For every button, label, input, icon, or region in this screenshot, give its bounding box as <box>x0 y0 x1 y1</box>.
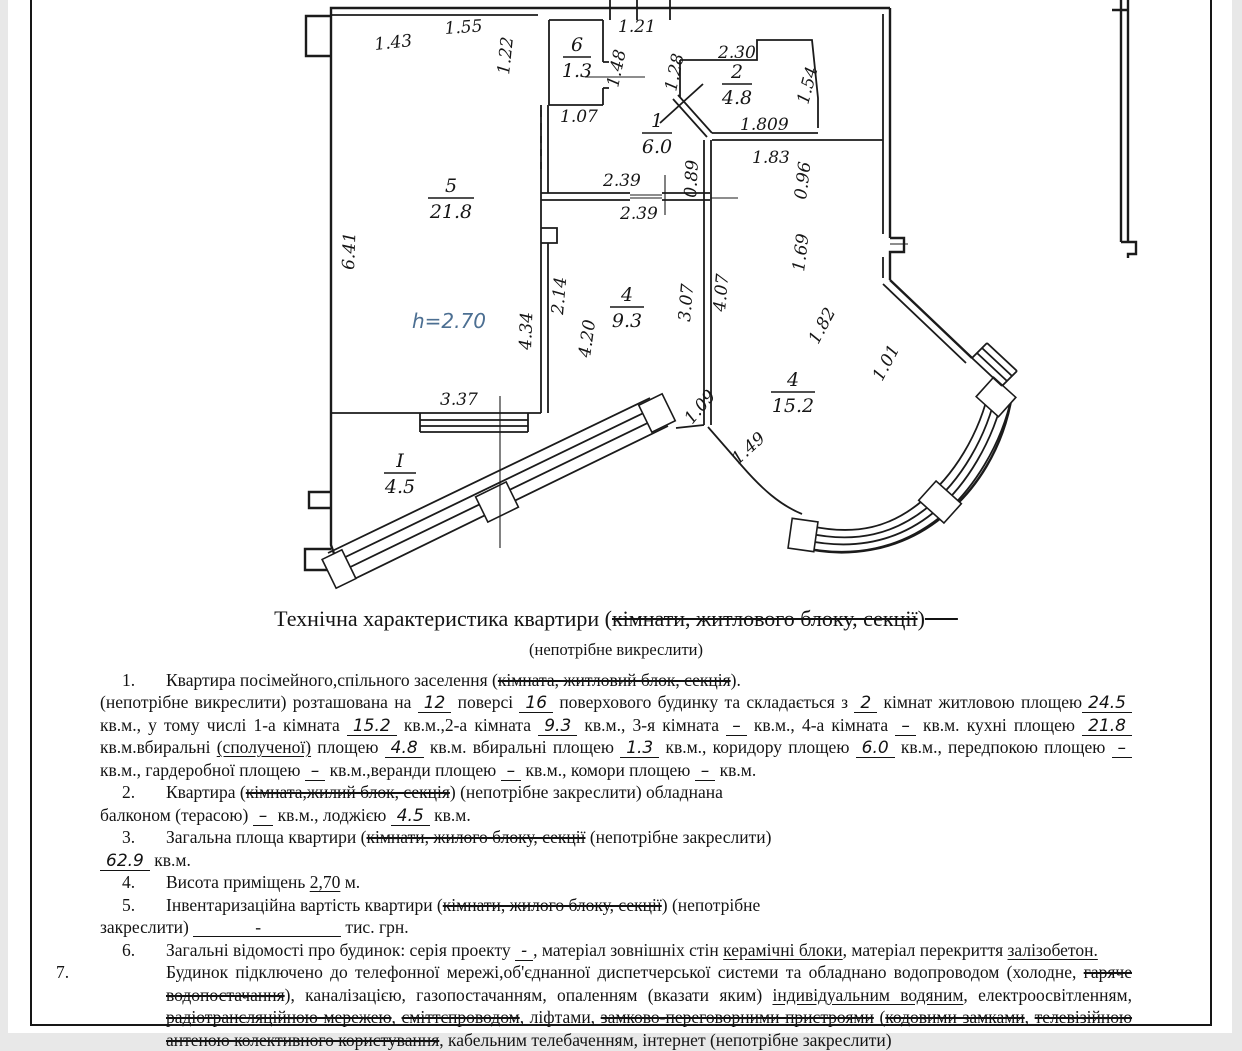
item-7 <box>56 961 1133 1051</box>
text-segment: , електроосвітленням, <box>963 984 1132 1005</box>
room-number-label: 2 <box>730 61 744 83</box>
dimension-label: 2.30 <box>718 43 756 63</box>
dimension-label: 1.07 <box>560 107 598 127</box>
dimension-label: 4.34 <box>516 311 538 351</box>
handwritten-value: 21.8 <box>1082 718 1132 736</box>
handwritten-value: – <box>726 718 747 736</box>
dimension-label: 1.55 <box>443 16 484 39</box>
text-segment: кв.м. <box>149 849 191 870</box>
text-segment: тис. грн. <box>341 917 409 937</box>
dimension-label: 6.41 <box>339 231 361 271</box>
dimension-label: 1.82 <box>804 304 841 348</box>
dimension-label: 4.20 <box>575 318 601 359</box>
struck-text: кімната,жилий блок, секція <box>245 782 450 802</box>
handwritten-value: 24.5 <box>1082 695 1132 713</box>
room-number-label: 5 <box>444 175 458 197</box>
item-3-continued <box>100 849 1132 872</box>
underlined-text: (сполученої) <box>216 737 312 757</box>
handwritten-value: – <box>695 763 716 781</box>
handwritten-value: - <box>515 943 533 961</box>
adjacent-section-wall <box>1112 0 1136 258</box>
dimension-label: 1.83 <box>752 148 790 168</box>
item-5 <box>100 894 1132 917</box>
struck-text: кімнати, жилого блоку, секції <box>442 894 662 915</box>
text-segment: Інвентаризаційна вартість квартири ( <box>166 894 443 915</box>
text-segment: поверсі <box>451 692 520 712</box>
handwritten-value: 4.5 <box>391 808 430 826</box>
text-segment: кв.м., коридору площею <box>659 737 856 757</box>
room-area-label: 1.3 <box>561 60 593 82</box>
underlined-text: керамічні блоки <box>723 939 843 960</box>
item-3 <box>100 826 1132 849</box>
text-segment: кв.м., 3-я кімната <box>577 714 727 735</box>
text-segment: кімнат житловою площею <box>877 692 1083 712</box>
item-2-continued <box>100 804 1132 827</box>
text-segment: - <box>193 919 341 937</box>
item-number: 1. <box>122 669 136 690</box>
dimension-label: 3.07 <box>675 282 699 323</box>
room-number-label: 4 <box>620 284 634 306</box>
dimension-label: 1.49 <box>727 428 770 469</box>
item-2 <box>100 781 1132 804</box>
dimension-label: 1.43 <box>373 31 414 55</box>
text-segment: кв.м.,веранди площею <box>325 759 501 780</box>
text-segment: кв.м. вбиральні площею <box>423 737 621 757</box>
text-segment: , <box>1024 1007 1035 1027</box>
item-number: 7. <box>56 962 70 982</box>
dimension-label: 4.07 <box>710 272 734 313</box>
room-area-label: 21.8 <box>429 201 473 223</box>
text-segment: м. <box>340 872 361 892</box>
handwritten-value: 4.8 <box>385 740 424 758</box>
handwritten-value: 16 <box>519 695 553 713</box>
item-number: 3. <box>122 827 136 847</box>
text-segment: Квартира ( <box>166 782 246 802</box>
text-segment: (непотрібне викреслити) розташована на <box>100 692 418 712</box>
text-segment: , <box>391 1007 402 1027</box>
room-area-label: 4.5 <box>384 476 416 498</box>
dimension-label: 1.809 <box>740 115 789 135</box>
dimension-label: 1.21 <box>618 17 656 37</box>
dimension-label: 2.39 <box>620 204 658 224</box>
room-number-label: I <box>396 450 404 472</box>
text-segment: Технічна характеристика квартири ( <box>274 606 612 631</box>
text-segment: , матеріал зовнішніх стін <box>533 939 724 960</box>
dimension-label: 0.89 <box>681 159 703 199</box>
text-segment: Будинок підключено до телефонної мережі,об'єднанної диспетчерської системи та обладнано водопроводом (холодне, <box>166 962 1084 982</box>
diagonal-wall-window <box>972 343 1017 386</box>
dimension-label: 3.37 <box>440 390 478 410</box>
text-segment: кв.м., 4-а кімната <box>746 714 896 735</box>
handwritten-value: 12 <box>418 695 452 713</box>
text-segment: площею <box>311 737 385 757</box>
dimension-label: 2.39 <box>603 171 641 191</box>
handwritten-value: – <box>895 718 916 736</box>
dimension-label: 0.96 <box>791 160 816 201</box>
handwritten-value: 6.0 <box>856 740 895 758</box>
loggia-glazing <box>322 394 675 588</box>
struck-text: гаряче водопостачання <box>166 962 1132 1005</box>
room-area-label: 9.3 <box>611 310 643 332</box>
item-5-continued <box>100 916 1132 939</box>
dimension-label: 1.48 <box>603 47 631 90</box>
doc-title <box>100 604 1132 634</box>
handwritten-value: 1.3 <box>620 740 659 758</box>
room-number-label: 4 <box>786 369 800 391</box>
dimension-label: 1.22 <box>494 35 518 76</box>
struck-text: кімнати, жилого блоку, секції <box>366 827 586 847</box>
item-6 <box>100 939 1132 962</box>
text-segment: , кабельним телебаченням, інтернет (непотрібне закреслити) <box>439 1029 892 1050</box>
text-segment: кв.м.вбиральні <box>100 737 217 757</box>
item-number: 5. <box>122 894 136 915</box>
handwritten-value: – <box>501 763 522 781</box>
text-segment: ). <box>730 669 741 690</box>
struck-text: кімнати, житлового блоку, секції <box>611 606 918 631</box>
dimension-label: 1.09 <box>680 386 721 429</box>
text-segment: , матеріал перекриття <box>842 939 1008 960</box>
room-area-label: 6.0 <box>641 136 673 158</box>
text-segment: кв.м. <box>715 759 757 780</box>
text-segment: кв.м., у тому числі 1-а кімната <box>100 714 347 735</box>
room-number-label: 6 <box>570 34 584 56</box>
item-1 <box>100 669 1132 692</box>
room-area-label: 4.8 <box>721 87 753 109</box>
underlined-text: індивідуальним водяним <box>772 984 964 1005</box>
text-segment: ), каналізацією, газопостачанням, опаленням (вказати яким) <box>284 984 773 1005</box>
text-segment: Висота приміщень <box>166 872 310 892</box>
struck-text: сміттєпроводом <box>401 1007 520 1027</box>
item-number: 4. <box>122 872 136 892</box>
struck-text: радіотрансляційною мережею <box>166 1007 392 1027</box>
technical-characteristics-section <box>56 604 1133 1051</box>
text-segment: (непотрібне викреслити) <box>529 640 703 659</box>
struck-text: телевізійною антеною колективного користування <box>166 1007 1133 1050</box>
text-segment: Загальні відомості про будинок: серія проекту <box>166 939 516 960</box>
item-4 <box>100 871 1132 894</box>
struck-text: кімната, житловий блок, секція <box>497 669 731 690</box>
text-segment: кв.м., комори площею <box>521 759 695 780</box>
handwritten-value: 15.2 <box>347 718 397 736</box>
text-segment <box>925 606 958 631</box>
struck-text: кодовими замками <box>885 1007 1025 1027</box>
dimension-label: 1.28 <box>661 51 689 94</box>
text-segment: Квартира посімейного,спільного заселення ( <box>166 669 498 690</box>
text-segment: ( <box>873 1007 886 1027</box>
text-segment: ) (непотрібне <box>661 894 761 915</box>
text-segment: ) <box>917 606 925 631</box>
text-segment: кв.м., лоджією <box>273 804 391 825</box>
handwritten-value: – <box>253 808 274 826</box>
handwritten-value: 2 <box>854 695 877 713</box>
text-segment: ) (непотрібне закреслити) обладнана <box>449 782 723 802</box>
room-area-label: 15.2 <box>771 395 815 417</box>
struck-text: замково-переговорними пристроями <box>600 1007 874 1027</box>
text-segment: (непотрібне закреслити) <box>585 827 772 847</box>
text-segment: балконом (терасою) <box>100 804 253 825</box>
handwritten-value: 62.9 <box>100 853 150 871</box>
text-segment: , ліфтами, <box>519 1007 601 1027</box>
item-number: 6. <box>122 939 136 960</box>
underlined-text: залізобетон. <box>1007 939 1098 960</box>
ceiling-height-note: h=2.70 <box>412 309 486 333</box>
text-segment: поверхового будинку та складається з <box>553 692 855 712</box>
room-number-label: 1 <box>650 110 664 132</box>
dimension-label: 2.14 <box>548 275 572 316</box>
handwritten-value: – <box>1112 740 1133 758</box>
text-segment: кв.м. <box>429 804 471 825</box>
text-segment: закреслити) <box>100 917 194 937</box>
text-segment: кв.м., гардеробної площею <box>100 759 305 780</box>
dimension-label: 1.01 <box>868 341 905 385</box>
handwritten-value: – <box>305 763 326 781</box>
item-1-continued <box>100 691 1132 781</box>
text-segment: кв.м. кухні площею <box>915 714 1083 735</box>
text-segment: Загальна площа квартири ( <box>166 827 367 847</box>
text-segment: кв.м., передпокою площею <box>894 737 1112 757</box>
doc-subtitle <box>100 639 1132 662</box>
underlined-text: 2,70 <box>309 872 341 892</box>
handwritten-value: 9.3 <box>538 718 577 736</box>
item-number: 2. <box>122 782 136 802</box>
text-segment: кв.м.,2-а кімната <box>396 714 539 735</box>
dimension-label: 1.69 <box>789 232 814 273</box>
bay-window-glazing <box>788 377 1016 551</box>
dimension-label: 1.54 <box>793 64 823 107</box>
